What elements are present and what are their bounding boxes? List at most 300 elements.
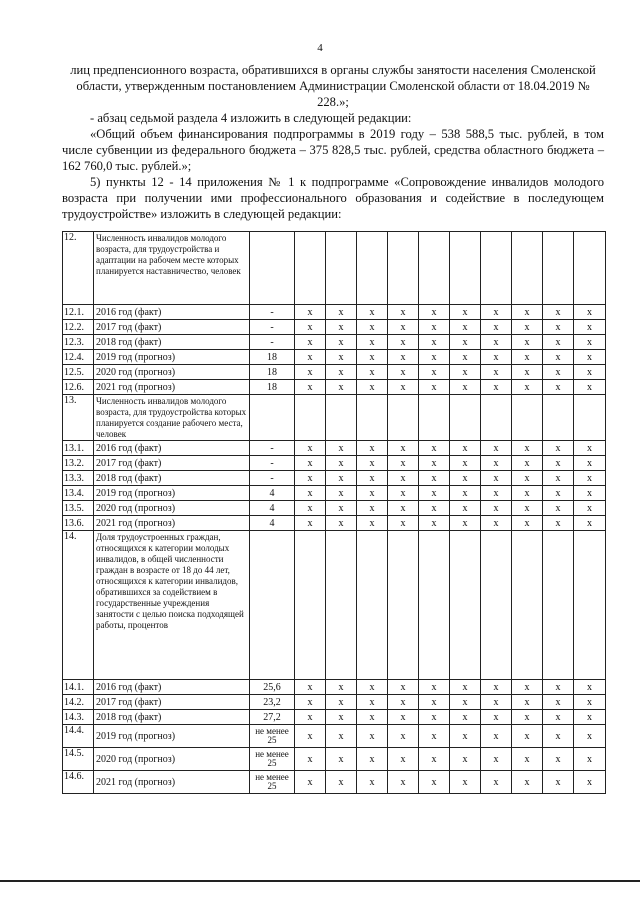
- row-value: -: [250, 441, 295, 456]
- x-mark-cell: x: [512, 471, 543, 486]
- row-number: 14.6.: [63, 771, 94, 794]
- x-mark-cell: x: [295, 380, 326, 395]
- x-mark-cell: x: [450, 501, 481, 516]
- x-mark-cell: x: [326, 441, 357, 456]
- row-label: 2021 год (прогноз): [94, 380, 250, 395]
- x-mark-cell: x: [326, 305, 357, 320]
- x-mark-cell: x: [450, 441, 481, 456]
- x-mark-cell: x: [357, 695, 388, 710]
- x-mark-cell: x: [295, 365, 326, 380]
- x-mark-cell: x: [450, 350, 481, 365]
- table-row: [63, 441, 606, 456]
- x-mark-cell: x: [450, 365, 481, 380]
- x-mark-cell: x: [574, 320, 606, 335]
- x-mark-cell: x: [419, 695, 450, 710]
- row-label: 2016 год (факт): [94, 441, 250, 456]
- x-mark-cell: x: [481, 441, 512, 456]
- x-mark-cell: x: [543, 486, 574, 501]
- row-number: 13.: [63, 395, 94, 441]
- x-mark-cell: x: [543, 471, 574, 486]
- x-mark-cell: x: [388, 380, 419, 395]
- x-mark-cell: x: [512, 365, 543, 380]
- table-row: [63, 710, 606, 725]
- x-mark-cell: x: [357, 350, 388, 365]
- x-mark-cell: x: [388, 710, 419, 725]
- x-mark-cell: x: [295, 305, 326, 320]
- row-number: 13.6.: [63, 516, 94, 531]
- x-mark-cell: x: [357, 305, 388, 320]
- x-mark-cell: x: [481, 748, 512, 771]
- x-mark-cell: x: [357, 516, 388, 531]
- row-number: 13.3.: [63, 471, 94, 486]
- x-mark-cell: x: [419, 456, 450, 471]
- x-mark-cell: x: [512, 486, 543, 501]
- x-mark-cell: x: [357, 680, 388, 695]
- x-mark-cell: x: [543, 771, 574, 794]
- row-number: 13.2.: [63, 456, 94, 471]
- x-mark-cell: x: [450, 516, 481, 531]
- row-number: 12.3.: [63, 335, 94, 350]
- x-mark-cell: x: [357, 456, 388, 471]
- empty-cell: [450, 395, 481, 441]
- x-mark-cell: x: [295, 320, 326, 335]
- x-mark-cell: x: [543, 350, 574, 365]
- row-label: 2018 год (факт): [94, 335, 250, 350]
- empty-cell: [543, 531, 574, 680]
- x-mark-cell: x: [326, 335, 357, 350]
- x-mark-cell: x: [388, 335, 419, 350]
- x-mark-cell: x: [357, 771, 388, 794]
- x-mark-cell: x: [512, 320, 543, 335]
- empty-cell: [419, 232, 450, 305]
- x-mark-cell: x: [295, 710, 326, 725]
- x-mark-cell: x: [450, 320, 481, 335]
- row-label: 2016 год (факт): [94, 305, 250, 320]
- x-mark-cell: x: [574, 365, 606, 380]
- x-mark-cell: x: [357, 725, 388, 748]
- x-mark-cell: x: [419, 771, 450, 794]
- x-mark-cell: x: [481, 335, 512, 350]
- table-row: [63, 748, 606, 771]
- row-value: 18: [250, 350, 295, 365]
- row-value: не менее 25: [250, 771, 295, 794]
- x-mark-cell: x: [419, 320, 450, 335]
- table-row: [63, 486, 606, 501]
- empty-cell: [250, 232, 295, 305]
- x-mark-cell: x: [295, 725, 326, 748]
- x-mark-cell: x: [388, 748, 419, 771]
- row-number: 13.5.: [63, 501, 94, 516]
- empty-cell: [481, 232, 512, 305]
- x-mark-cell: x: [512, 501, 543, 516]
- row-label: 2017 год (факт): [94, 695, 250, 710]
- x-mark-cell: x: [574, 501, 606, 516]
- x-mark-cell: x: [450, 380, 481, 395]
- empty-cell: [481, 531, 512, 680]
- row-label: 2021 год (прогноз): [94, 516, 250, 531]
- x-mark-cell: x: [326, 680, 357, 695]
- row-value: 18: [250, 365, 295, 380]
- table-row: [63, 771, 606, 794]
- x-mark-cell: x: [295, 680, 326, 695]
- row-label: 2018 год (факт): [94, 710, 250, 725]
- x-mark-cell: x: [357, 471, 388, 486]
- empty-cell: [326, 531, 357, 680]
- x-mark-cell: x: [543, 748, 574, 771]
- x-mark-cell: x: [450, 680, 481, 695]
- x-mark-cell: x: [450, 486, 481, 501]
- x-mark-cell: x: [388, 305, 419, 320]
- x-mark-cell: x: [357, 335, 388, 350]
- x-mark-cell: x: [512, 725, 543, 748]
- empty-cell: [481, 395, 512, 441]
- x-mark-cell: x: [419, 516, 450, 531]
- x-mark-cell: x: [574, 725, 606, 748]
- x-mark-cell: x: [388, 471, 419, 486]
- x-mark-cell: x: [419, 680, 450, 695]
- x-mark-cell: x: [481, 305, 512, 320]
- x-mark-cell: x: [295, 501, 326, 516]
- x-mark-cell: x: [388, 456, 419, 471]
- x-mark-cell: x: [326, 350, 357, 365]
- x-mark-cell: x: [481, 680, 512, 695]
- empty-cell: [512, 531, 543, 680]
- empty-cell: [295, 232, 326, 305]
- empty-cell: [543, 395, 574, 441]
- x-mark-cell: x: [481, 320, 512, 335]
- x-mark-cell: x: [419, 441, 450, 456]
- empty-cell: [357, 531, 388, 680]
- x-mark-cell: x: [543, 320, 574, 335]
- x-mark-cell: x: [543, 710, 574, 725]
- x-mark-cell: x: [512, 441, 543, 456]
- x-mark-cell: x: [388, 365, 419, 380]
- x-mark-cell: x: [388, 516, 419, 531]
- x-mark-cell: x: [326, 710, 357, 725]
- document-body: [62, 62, 604, 222]
- x-mark-cell: x: [543, 695, 574, 710]
- x-mark-cell: x: [326, 501, 357, 516]
- x-mark-cell: x: [543, 501, 574, 516]
- x-mark-cell: x: [295, 748, 326, 771]
- x-mark-cell: x: [419, 748, 450, 771]
- table-row: [63, 380, 606, 395]
- x-mark-cell: x: [543, 441, 574, 456]
- empty-cell: [326, 395, 357, 441]
- empty-cell: [388, 531, 419, 680]
- x-mark-cell: x: [388, 441, 419, 456]
- paragraph-2: - абзац седьмой раздела 4 изложить в следующей редакции:: [90, 111, 412, 125]
- x-mark-cell: x: [450, 456, 481, 471]
- table-row: [63, 471, 606, 486]
- x-mark-cell: x: [326, 695, 357, 710]
- x-mark-cell: x: [357, 365, 388, 380]
- x-mark-cell: x: [419, 501, 450, 516]
- x-mark-cell: x: [295, 350, 326, 365]
- x-mark-cell: x: [326, 456, 357, 471]
- paragraph-1: лиц предпенсионного возраста, обратившихся в органы службы занятости населения Смоленской области, утвержденным постановлением Администрации Смоленской области от 18.04.2019 № 228.»;: [70, 63, 596, 109]
- x-mark-cell: x: [481, 365, 512, 380]
- x-mark-cell: x: [450, 748, 481, 771]
- empty-cell: [388, 395, 419, 441]
- x-mark-cell: x: [481, 516, 512, 531]
- x-mark-cell: x: [326, 771, 357, 794]
- row-label: 2020 год (прогноз): [94, 501, 250, 516]
- indicator-title: Доля трудоустроенных граждан, относящихся к категории молодых инвалидов, в общей численности граждан в возрасте от 18 до 44 лет, относящихся к категории инвалидов, обратившихся за содействием в государственные учреждения занятости с целью поиска подходящей работы, процентов: [94, 531, 250, 680]
- row-number: 12.4.: [63, 350, 94, 365]
- x-mark-cell: x: [450, 725, 481, 748]
- x-mark-cell: x: [512, 516, 543, 531]
- table-row: [63, 365, 606, 380]
- x-mark-cell: x: [419, 350, 450, 365]
- x-mark-cell: x: [326, 486, 357, 501]
- paragraph-3: «Общий объем финансирования подпрограммы в 2019 году – 538 588,5 тыс. рублей, в том числе субвенции из федерального бюджета – 375 828,5 тыс. рублей, средства областного бюджета – 162 760,0 тыс. рублей.»;: [62, 127, 604, 173]
- x-mark-cell: x: [481, 501, 512, 516]
- x-mark-cell: x: [326, 748, 357, 771]
- x-mark-cell: x: [574, 380, 606, 395]
- x-mark-cell: x: [574, 710, 606, 725]
- row-number: 12.6.: [63, 380, 94, 395]
- x-mark-cell: x: [357, 748, 388, 771]
- x-mark-cell: x: [450, 471, 481, 486]
- row-value: не менее 25: [250, 748, 295, 771]
- x-mark-cell: x: [543, 456, 574, 471]
- table-group-header: [63, 395, 606, 441]
- empty-cell: [295, 395, 326, 441]
- empty-cell: [419, 395, 450, 441]
- row-value: 18: [250, 380, 295, 395]
- row-value: -: [250, 456, 295, 471]
- empty-cell: [250, 395, 295, 441]
- x-mark-cell: x: [481, 710, 512, 725]
- empty-cell: [450, 232, 481, 305]
- x-mark-cell: x: [388, 725, 419, 748]
- row-number: 14.2.: [63, 695, 94, 710]
- x-mark-cell: x: [326, 380, 357, 395]
- row-label: 2018 год (факт): [94, 471, 250, 486]
- row-label: 2017 год (факт): [94, 456, 250, 471]
- footer-divider: [0, 880, 640, 882]
- x-mark-cell: x: [388, 680, 419, 695]
- x-mark-cell: x: [543, 725, 574, 748]
- empty-cell: [357, 395, 388, 441]
- row-value: -: [250, 471, 295, 486]
- x-mark-cell: x: [419, 365, 450, 380]
- x-mark-cell: x: [512, 680, 543, 695]
- x-mark-cell: x: [450, 710, 481, 725]
- x-mark-cell: x: [419, 710, 450, 725]
- row-label: 2019 год (прогноз): [94, 486, 250, 501]
- x-mark-cell: x: [574, 748, 606, 771]
- x-mark-cell: x: [388, 771, 419, 794]
- x-mark-cell: x: [419, 725, 450, 748]
- x-mark-cell: x: [388, 320, 419, 335]
- x-mark-cell: x: [295, 486, 326, 501]
- x-mark-cell: x: [574, 456, 606, 471]
- x-mark-cell: x: [543, 380, 574, 395]
- x-mark-cell: x: [512, 350, 543, 365]
- row-number: 12.2.: [63, 320, 94, 335]
- empty-cell: [295, 531, 326, 680]
- x-mark-cell: x: [357, 486, 388, 501]
- empty-cell: [357, 232, 388, 305]
- x-mark-cell: x: [419, 380, 450, 395]
- x-mark-cell: x: [326, 365, 357, 380]
- x-mark-cell: x: [450, 695, 481, 710]
- x-mark-cell: x: [295, 335, 326, 350]
- empty-cell: [574, 232, 606, 305]
- x-mark-cell: x: [326, 471, 357, 486]
- row-label: 2020 год (прогноз): [94, 365, 250, 380]
- row-number: 13.4.: [63, 486, 94, 501]
- x-mark-cell: x: [450, 335, 481, 350]
- row-number: 12.: [63, 232, 94, 305]
- x-mark-cell: x: [481, 471, 512, 486]
- row-value: 23,2: [250, 695, 295, 710]
- row-number: 14.: [63, 531, 94, 680]
- x-mark-cell: x: [574, 471, 606, 486]
- x-mark-cell: x: [574, 486, 606, 501]
- table-row: [63, 320, 606, 335]
- x-mark-cell: x: [543, 365, 574, 380]
- x-mark-cell: x: [357, 380, 388, 395]
- x-mark-cell: x: [419, 486, 450, 501]
- x-mark-cell: x: [419, 305, 450, 320]
- indicator-title: Численность инвалидов молодого возраста, для трудоустройства которых планируется создание рабочего места, человек: [94, 395, 250, 441]
- x-mark-cell: x: [481, 695, 512, 710]
- empty-cell: [512, 232, 543, 305]
- x-mark-cell: x: [512, 456, 543, 471]
- table-row: [63, 695, 606, 710]
- x-mark-cell: x: [512, 748, 543, 771]
- empty-cell: [574, 395, 606, 441]
- page-number: 4: [317, 42, 323, 54]
- x-mark-cell: x: [295, 441, 326, 456]
- row-label: 2016 год (факт): [94, 680, 250, 695]
- empty-cell: [574, 531, 606, 680]
- table-row: [63, 680, 606, 695]
- row-value: не менее 25: [250, 725, 295, 748]
- x-mark-cell: x: [481, 771, 512, 794]
- row-number: 12.1.: [63, 305, 94, 320]
- x-mark-cell: x: [481, 456, 512, 471]
- x-mark-cell: x: [512, 710, 543, 725]
- row-label: 2019 год (прогноз): [94, 350, 250, 365]
- x-mark-cell: x: [419, 335, 450, 350]
- x-mark-cell: x: [543, 305, 574, 320]
- x-mark-cell: x: [481, 350, 512, 365]
- x-mark-cell: x: [574, 305, 606, 320]
- row-value: -: [250, 335, 295, 350]
- table-row: [63, 456, 606, 471]
- x-mark-cell: x: [419, 471, 450, 486]
- paragraph-4: 5) пункты 12 - 14 приложения № 1 к подпрограмме «Сопровождение инвалидов молодого возраста при получении ими профессионального образования и содействие в последующем трудоустройстве» изложить в следующей редакции:: [62, 175, 604, 221]
- row-number: 12.5.: [63, 365, 94, 380]
- x-mark-cell: x: [574, 771, 606, 794]
- row-number: 14.3.: [63, 710, 94, 725]
- x-mark-cell: x: [357, 320, 388, 335]
- x-mark-cell: x: [481, 486, 512, 501]
- x-mark-cell: x: [574, 516, 606, 531]
- table-row: [63, 335, 606, 350]
- x-mark-cell: x: [512, 380, 543, 395]
- x-mark-cell: x: [295, 471, 326, 486]
- empty-cell: [388, 232, 419, 305]
- x-mark-cell: x: [543, 516, 574, 531]
- row-label: 2019 год (прогноз): [94, 725, 250, 748]
- x-mark-cell: x: [357, 501, 388, 516]
- x-mark-cell: x: [388, 695, 419, 710]
- x-mark-cell: x: [574, 441, 606, 456]
- x-mark-cell: x: [512, 335, 543, 350]
- x-mark-cell: x: [574, 350, 606, 365]
- table-group-header: [63, 232, 606, 305]
- row-number: 14.1.: [63, 680, 94, 695]
- table-row: [63, 725, 606, 748]
- empty-cell: [512, 395, 543, 441]
- x-mark-cell: x: [295, 771, 326, 794]
- x-mark-cell: x: [512, 305, 543, 320]
- x-mark-cell: x: [481, 380, 512, 395]
- indicators-table: [62, 231, 606, 794]
- x-mark-cell: x: [326, 516, 357, 531]
- row-value: 27,2: [250, 710, 295, 725]
- empty-cell: [543, 232, 574, 305]
- row-value: 25,6: [250, 680, 295, 695]
- x-mark-cell: x: [512, 695, 543, 710]
- x-mark-cell: x: [574, 680, 606, 695]
- empty-cell: [450, 531, 481, 680]
- row-label: 2017 год (факт): [94, 320, 250, 335]
- row-value: -: [250, 320, 295, 335]
- row-label: 2020 год (прогноз): [94, 748, 250, 771]
- x-mark-cell: x: [388, 350, 419, 365]
- x-mark-cell: x: [388, 486, 419, 501]
- empty-cell: [419, 531, 450, 680]
- row-value: 4: [250, 516, 295, 531]
- x-mark-cell: x: [388, 501, 419, 516]
- x-mark-cell: x: [574, 335, 606, 350]
- row-number: 13.1.: [63, 441, 94, 456]
- x-mark-cell: x: [326, 725, 357, 748]
- x-mark-cell: x: [357, 710, 388, 725]
- row-label: 2021 год (прогноз): [94, 771, 250, 794]
- x-mark-cell: x: [295, 516, 326, 531]
- x-mark-cell: x: [450, 771, 481, 794]
- x-mark-cell: x: [326, 320, 357, 335]
- x-mark-cell: x: [295, 456, 326, 471]
- table-row: [63, 501, 606, 516]
- row-number: 14.5.: [63, 748, 94, 771]
- row-value: 4: [250, 486, 295, 501]
- indicator-title: Численность инвалидов молодого возраста, для трудоустройства и адаптации на рабочем месте которых планируется наставничество, человек: [94, 232, 250, 305]
- x-mark-cell: x: [543, 335, 574, 350]
- empty-cell: [326, 232, 357, 305]
- x-mark-cell: x: [481, 725, 512, 748]
- x-mark-cell: x: [295, 695, 326, 710]
- x-mark-cell: x: [543, 680, 574, 695]
- row-value: 4: [250, 501, 295, 516]
- table-row: [63, 350, 606, 365]
- row-number: 14.4.: [63, 725, 94, 748]
- table-row: [63, 516, 606, 531]
- table-group-header: [63, 531, 606, 680]
- empty-cell: [250, 531, 295, 680]
- table-row: [63, 305, 606, 320]
- x-mark-cell: x: [357, 441, 388, 456]
- x-mark-cell: x: [512, 771, 543, 794]
- x-mark-cell: x: [450, 305, 481, 320]
